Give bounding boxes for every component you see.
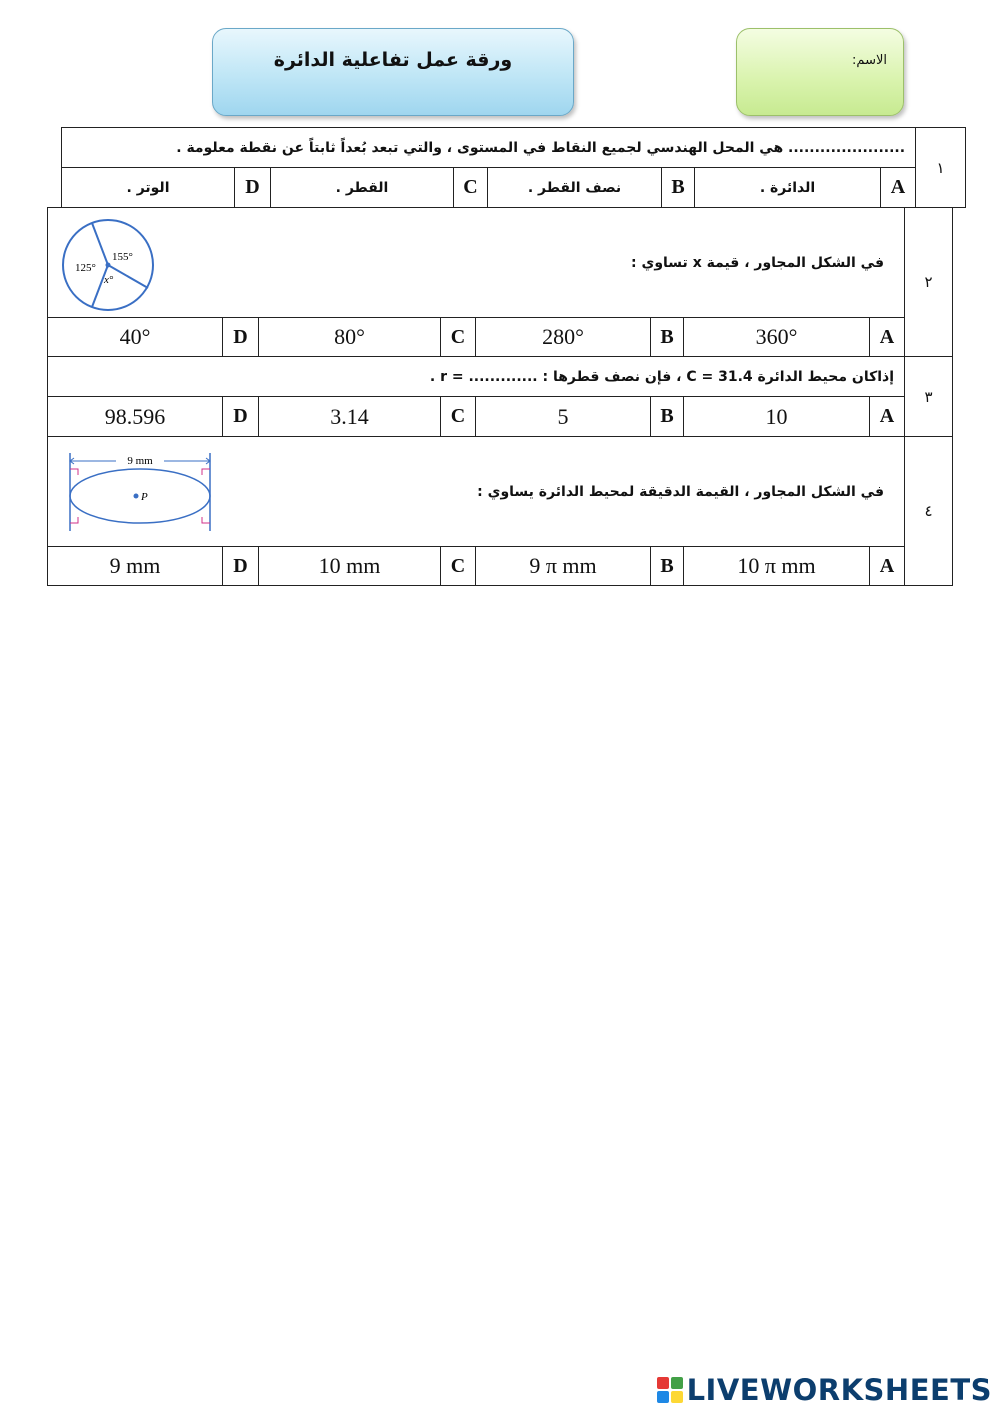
brand-name: LIVEWORKSHEETS: [686, 1373, 992, 1407]
option-a-letter: A: [881, 168, 916, 208]
option-b-text[interactable]: 280°: [476, 318, 651, 357]
option-a-letter: A: [870, 397, 905, 437]
option-d-text[interactable]: 9 mm: [48, 547, 223, 586]
option-c-letter: C: [454, 168, 488, 208]
option-b-text[interactable]: 9 π mm: [476, 547, 651, 586]
question-2: [47, 207, 953, 357]
angle-155-label: 155°: [112, 250, 133, 263]
center-dot: [106, 262, 111, 267]
option-a-text[interactable]: الدائرة .: [695, 168, 881, 208]
name-label: الاسم:: [852, 53, 887, 68]
circle-outline: [70, 469, 210, 523]
page-title: ورقة عمل تفاعلية الدائرة: [273, 49, 513, 71]
question-1-number: ١: [916, 128, 966, 208]
question-4-stem: في الشكل المجاور ، القيمة الدقيقة لمحيط الدائرة يساوي :: [477, 483, 884, 500]
option-a-letter: A: [870, 547, 905, 586]
question-1-stem: ...................... هي المحل الهندسي لجميع النقاط في المستوى ، والتي تبعد بُعداً ثابتاً عن نقطة معلومة .: [62, 128, 916, 168]
question-4-number: ٤: [905, 437, 953, 586]
option-a-text[interactable]: 10 π mm: [684, 547, 870, 586]
liveworksheets-logo: [657, 1373, 992, 1407]
title-box: [212, 28, 574, 116]
option-b-text[interactable]: 5: [476, 397, 651, 437]
question-4-stem-cell: [48, 437, 905, 547]
radius-line-2: [108, 265, 148, 288]
option-d-text[interactable]: 98.596: [48, 397, 223, 437]
name-box: [736, 28, 904, 116]
center-label: P: [141, 490, 148, 503]
option-c-text[interactable]: 3.14: [259, 397, 441, 437]
question-1: [61, 127, 966, 208]
width-label: 9 mm: [127, 454, 153, 467]
question-4: [47, 436, 953, 586]
circle-diameter-figure: [58, 451, 214, 533]
radius-line-1: [92, 223, 108, 265]
option-d-letter: D: [223, 318, 259, 357]
option-c-text[interactable]: 10 mm: [259, 547, 441, 586]
option-a-letter: A: [870, 318, 905, 357]
question-2-stem-cell: [48, 208, 905, 318]
question-2-stem: في الشكل المجاور ، قيمة x تساوي :: [631, 254, 884, 271]
question-3: [47, 356, 953, 437]
angle-x-label: x°: [104, 273, 114, 286]
question-3-stem: إذاكان محيط الدائرة C = 31.4 ، فإن نصف قطرها : ............. = r .: [48, 357, 905, 397]
option-b-letter: B: [662, 168, 695, 208]
option-c-letter: C: [441, 397, 476, 437]
option-d-letter: D: [223, 397, 259, 437]
option-b-letter: B: [651, 318, 684, 357]
option-b-text[interactable]: نصف القطر .: [488, 168, 662, 208]
question-3-number: ٣: [905, 357, 953, 437]
option-a-text[interactable]: 360°: [684, 318, 870, 357]
option-d-text[interactable]: الوتر .: [62, 168, 235, 208]
option-c-text[interactable]: 80°: [259, 318, 441, 357]
option-d-letter: D: [223, 547, 259, 586]
angle-125-label: 125°: [75, 261, 96, 274]
option-b-letter: B: [651, 397, 684, 437]
option-c-text[interactable]: القطر .: [271, 168, 454, 208]
option-b-letter: B: [651, 547, 684, 586]
question-2-number: ٢: [905, 208, 953, 357]
option-c-letter: C: [441, 318, 476, 357]
option-a-text[interactable]: 10: [684, 397, 870, 437]
center-point: [134, 493, 139, 498]
circle-angles-figure: [58, 215, 158, 311]
option-d-text[interactable]: 40°: [48, 318, 223, 357]
option-c-letter: C: [441, 547, 476, 586]
logo-squares-icon: [657, 1377, 683, 1403]
option-d-letter: D: [235, 168, 271, 208]
